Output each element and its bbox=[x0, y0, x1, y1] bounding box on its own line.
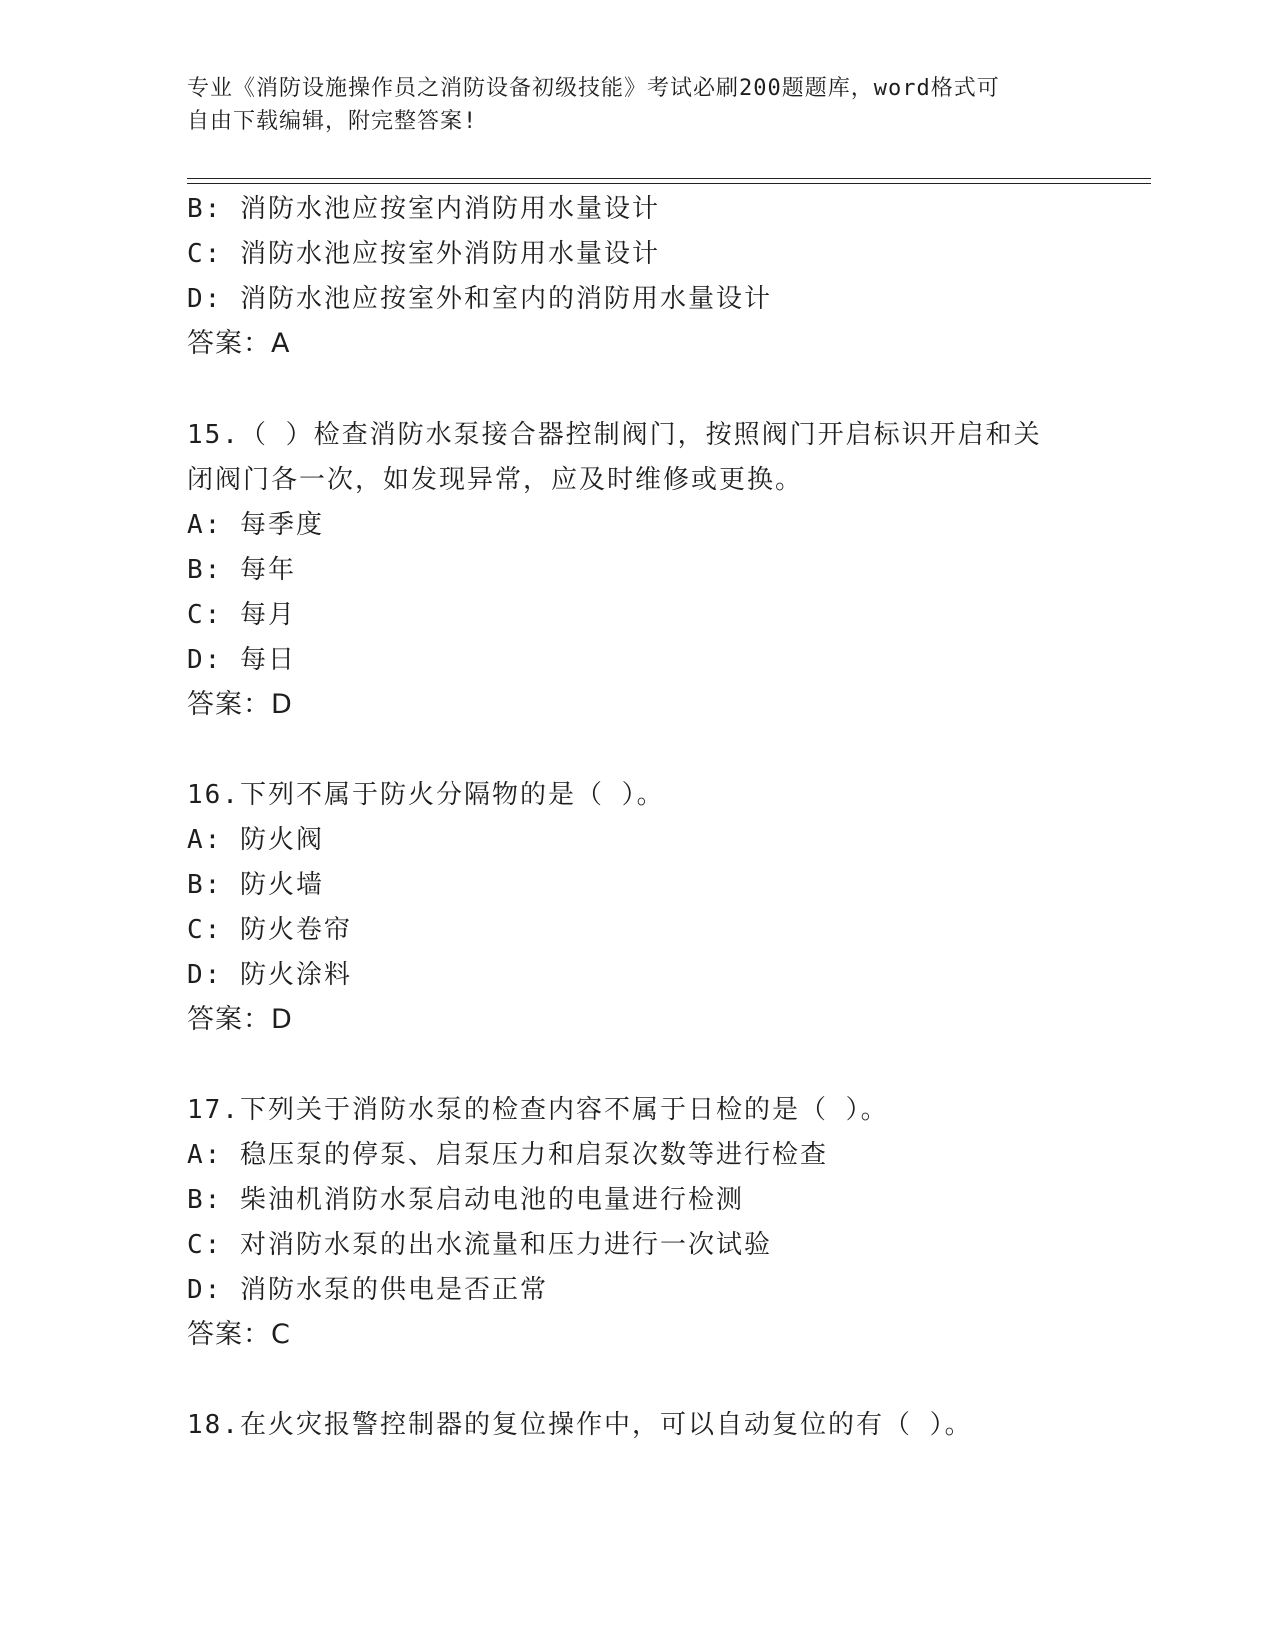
q15-stem-line-2: 闭阀门各一次，如发现异常，应及时维修或更换。 bbox=[187, 465, 804, 495]
q16-option-c: C: 防火卷帘 bbox=[187, 915, 352, 945]
q16-option-b: B: 防火墙 bbox=[187, 870, 324, 900]
q14-answer: 答案：A bbox=[187, 328, 291, 359]
q17-option-a: A: 稳压泵的停泵、启泵压力和启泵次数等进行检查 bbox=[187, 1140, 828, 1170]
q16-option-d: D: 防火涂料 bbox=[187, 960, 352, 990]
q15-stem-line-1: 15.（ ）检查消防水泵接合器控制阀门，按照阀门开启标识开启和关 bbox=[187, 420, 1042, 450]
q16-answer: 答案：D bbox=[187, 1004, 293, 1035]
header-line-2: 自由下载编辑，附完整答案! bbox=[187, 109, 478, 134]
header-rule-top bbox=[187, 178, 1151, 179]
q14-option-d: D: 消防水池应按室外和室内的消防用水量设计 bbox=[187, 284, 772, 314]
header-rule-bottom bbox=[187, 183, 1151, 184]
q14-option-b: B: 消防水池应按室内消防用水量设计 bbox=[187, 194, 660, 224]
q17-option-d: D: 消防水泵的供电是否正常 bbox=[187, 1275, 548, 1305]
document-header bbox=[187, 72, 1067, 138]
q18-stem-line-1: 18.在火灾报警控制器的复位操作中，可以自动复位的有（ ）。 bbox=[187, 1410, 973, 1440]
q16-option-a: A: 防火阀 bbox=[187, 825, 324, 855]
q15-option-d: D: 每日 bbox=[187, 645, 296, 675]
q15-answer: 答案：D bbox=[187, 689, 293, 720]
q16-stem-line-1: 16.下列不属于防火分隔物的是（ ）。 bbox=[187, 780, 665, 810]
header-line-1: 专业《消防设施操作员之消防设备初级技能》考试必刷200题题库，word格式可 bbox=[187, 76, 1000, 101]
q17-stem-line-1: 17.下列关于消防水泵的检查内容不属于日检的是（ ）。 bbox=[187, 1095, 889, 1125]
q15-option-c: C: 每月 bbox=[187, 600, 296, 630]
q15-option-a: A: 每季度 bbox=[187, 510, 324, 540]
q17-option-b: B: 柴油机消防水泵启动电池的电量进行检测 bbox=[187, 1185, 744, 1215]
q17-answer: 答案：C bbox=[187, 1319, 291, 1350]
q17-option-c: C: 对消防水泵的出水流量和压力进行一次试验 bbox=[187, 1230, 772, 1260]
q15-option-b: B: 每年 bbox=[187, 555, 296, 585]
q14-option-c: C: 消防水池应按室外消防用水量设计 bbox=[187, 239, 660, 269]
